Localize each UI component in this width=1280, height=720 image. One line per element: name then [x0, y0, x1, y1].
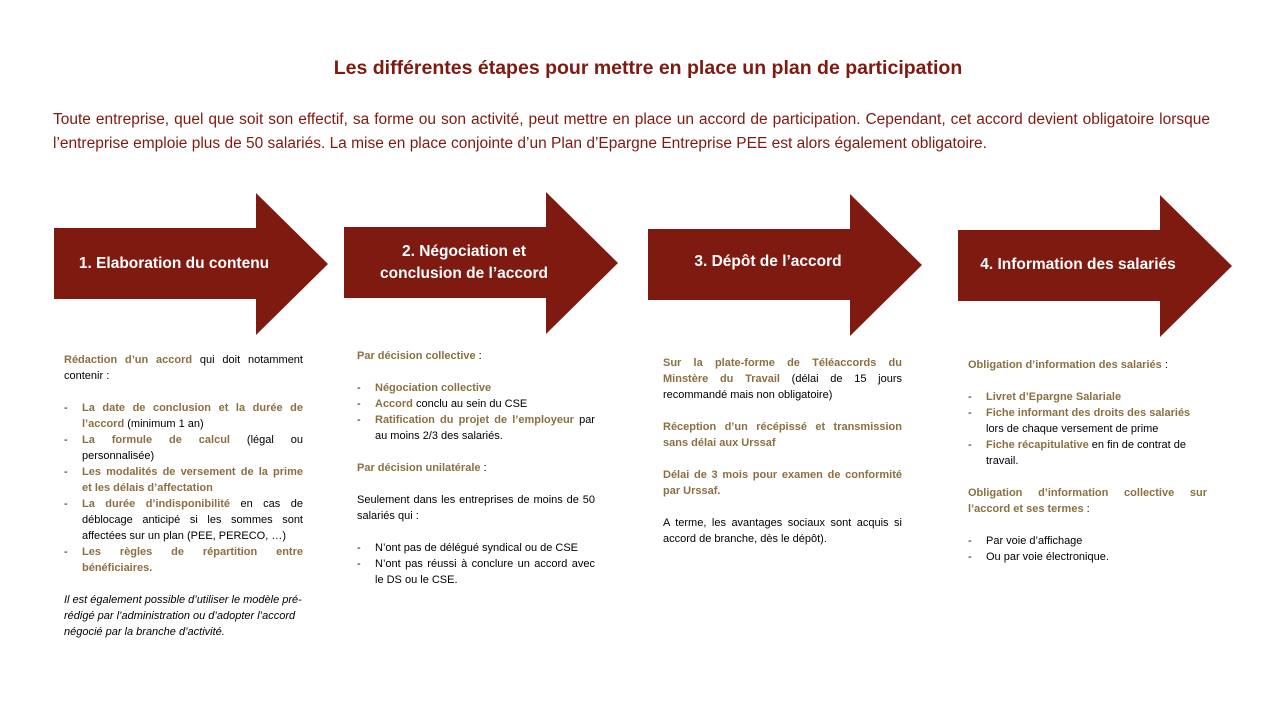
step-3-label: 3. Dépôt de l’accord — [694, 253, 842, 270]
col3-paragraph-3: Délai de 3 mois pour examen de conformité par Urssaf. — [663, 469, 902, 497]
col3-paragraph-4: A terme, les avantages sociaux sont acquis si accord de branche, dès le dépôt). — [663, 517, 902, 545]
col2-heading-unilateral: Par décision unilatérale : — [357, 462, 487, 474]
list-item: - Négociation collective — [357, 380, 595, 396]
list-item: - N’ont pas de délégué syndical ou de CSE — [357, 540, 595, 556]
col1-list — [64, 400, 303, 576]
step-2-details — [357, 348, 595, 588]
col1-intro: Rédaction d’un accord qui doit notamment contenir : — [64, 354, 303, 382]
step-3-details — [663, 355, 902, 547]
col4-list-individual — [968, 389, 1207, 469]
col1-note: Il est également possible d’utiliser le modèle pré-rédigé par l’administration ou d’adopter l’accord négocié par la branche d’activité. — [64, 594, 302, 638]
step-4-arrow — [958, 195, 1232, 337]
list-item: - Par voie d’affichage — [968, 533, 1207, 549]
step-1-arrow — [54, 193, 328, 335]
col4-list-collective — [968, 533, 1207, 565]
step-1-label: 1. Elaboration du contenu — [78, 255, 270, 272]
col4-heading-collective: Obligation d’information collective sur l’accord et ses termes : — [968, 487, 1207, 515]
list-item: - Ou par voie électronique. — [968, 549, 1207, 565]
list-item: - N’ont pas réussi à conclure un accord avec le DS ou le CSE. — [357, 556, 595, 588]
col3-paragraph-2: Réception d’un récépissé et transmission sans délai aux Urssaf — [663, 421, 902, 449]
list-item: - Fiche informant des droits des salariés lors de chaque versement de prime — [968, 405, 1207, 437]
step-3-arrow — [648, 194, 922, 336]
step-2-arrow — [344, 192, 618, 334]
step-1-details — [64, 352, 303, 640]
list-item: - Fiche récapitulative en fin de contrat de travail. — [968, 437, 1207, 469]
step-4-label: 4. Information des salariés — [980, 256, 1176, 273]
step-4-details — [968, 357, 1207, 565]
col4-heading-individual: Obligation d’information des salariés : — [968, 359, 1168, 371]
list-item: - La durée d’indisponibilité en cas de déblocage anticipé si les sommes sont affectées sur un plan (PEE, PERECO, …) — [64, 496, 303, 544]
page-title: Les différentes étapes pour mettre en place un plan de participation — [333, 57, 963, 79]
col2-heading-collective: Par décision collective : — [357, 350, 482, 362]
intro-paragraph: Toute entreprise, quel que soit son effectif, sa forme ou son activité, peut mettre en place un accord de participation. Cependant, cet accord devient obligatoire lorsque l’entreprise emploie plus de 50 salariés. La mise en place conjointe d’un Plan d’Epargne Entreprise PEE est alors également obligatoire. — [53, 111, 1210, 152]
list-item: - Accord conclu au sein du CSE — [357, 396, 595, 412]
list-item: - La formule de calcul (légal ou personnalisée) — [64, 432, 303, 464]
list-item: - Les règles de répartition entre bénéficiaires. — [64, 544, 303, 576]
col2-list-unilateral — [357, 540, 595, 588]
col3-paragraph-1: Sur la plate-forme de Téléaccords du Minstère du Travail (délai de 15 jours recommandé mais non obligatoire) — [663, 357, 902, 401]
list-item: - La date de conclusion et la durée de l’accord (minimum 1 an) — [64, 400, 303, 432]
list-item: - Les modalités de versement de la prime et les délais d’affectation — [64, 464, 303, 496]
col2-list-collective — [357, 380, 595, 444]
step-2-label: 2. Négociation et conclusion de l’accord — [380, 243, 548, 282]
list-item: - Ratification du projet de l’employeur par au moins 2/3 des salariés. — [357, 412, 595, 444]
col2-paragraph: Seulement dans les entreprises de moins de 50 salariés qui : — [357, 494, 595, 522]
list-item: - Livret d’Epargne Salariale — [968, 389, 1207, 405]
